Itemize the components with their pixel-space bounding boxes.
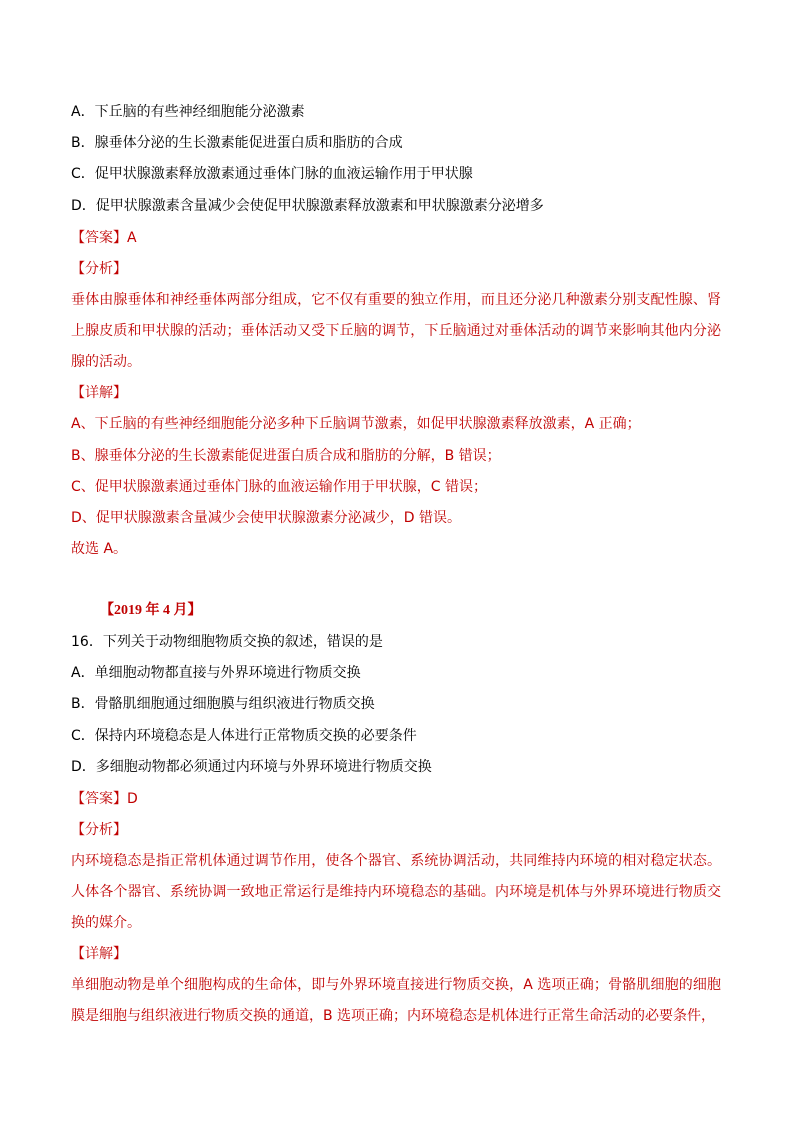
q16-option-a: A．单细胞动物都直接与外界环境进行物质交换 [71, 665, 361, 681]
q16-year-tag: 【2019 年 4 月】 [100, 603, 202, 618]
q15-analysis-label: 【分析】 [71, 261, 127, 277]
q16-analysis-text: 内环境稳态是指正常机体通过调节作用，使各个器官、系统协调活动，共同维持内环境的相对稳定状态。人体各个器官、系统协调一致地正常运行是维持内环境稳态的基础。内环境是机体与外界环境进行物质交换的媒介。 [71, 853, 721, 931]
q15-detail-b: B、腺垂体分泌的生长激素能促进蛋白质合成和脂肪的分解，B 错误； [71, 448, 501, 464]
q15-option-b: B．腺垂体分泌的生长激素能促进蛋白质和脂肪的合成 [71, 135, 403, 151]
q15-option-a: A．下丘脑的有些神经细胞能分泌激素 [71, 104, 305, 120]
q15-detail-d: D、促甲状腺激素含量减少会使甲状腺激素分泌减少，D 错误。 [71, 510, 462, 526]
q15-detail-c: C、促甲状腺激素通过垂体门脉的血液运输作用于甲状腺，C 错误； [71, 479, 487, 495]
q16-option-d: D．多细胞动物都必须通过内环境与外界环境进行物质交换 [71, 759, 432, 775]
q15-answer: 【答案】A [71, 230, 137, 246]
q15-option-d: D．促甲状腺激素含量减少会使促甲状腺激素释放激素和甲状腺激素分泌增多 [71, 198, 544, 214]
q16-option-b: B．骨骼肌细胞通过细胞膜与组织液进行物质交换 [71, 696, 375, 712]
q15-conclusion: 故选 A。 [71, 541, 128, 557]
q16-answer: 【答案】D [71, 791, 138, 807]
q16-stem: 16．下列关于动物细胞物质交换的叙述，错误的是 [71, 634, 383, 650]
q15-detail-label: 【详解】 [71, 385, 127, 401]
q16-detail-text: 单细胞动物是单个细胞构成的生命体，即与外界环境直接进行物质交换，A 选项正确；骨骼肌细胞的细胞膜是细胞与组织液进行物质交换的通道，B 选项正确；内环境稳态是机体进行正常生命活动的必要条件， [71, 977, 721, 1024]
q16-detail-label: 【详解】 [71, 946, 127, 962]
q15-detail-a: A、下丘脑的有些神经细胞能分泌多种下丘脑调节激素，如促甲状腺激素释放激素，A 正确； [71, 416, 641, 432]
q16-option-c: C．保持内环境稳态是人体进行正常物质交换的必要条件 [71, 728, 417, 744]
q15-analysis-text: 垂体由腺垂体和神经垂体两部分组成，它不仅有重要的独立作用，而且还分泌几种激素分别支配性腺、肾上腺皮质和甲状腺的活动；垂体活动又受下丘脑的调节，下丘脑通过对垂体活动的调节来影响其他内分泌腺的活动。 [71, 292, 721, 370]
q15-option-c: C．促甲状腺激素释放激素通过垂体门脉的血液运输作用于甲状腺 [71, 166, 473, 182]
q16-analysis-label: 【分析】 [71, 822, 127, 838]
